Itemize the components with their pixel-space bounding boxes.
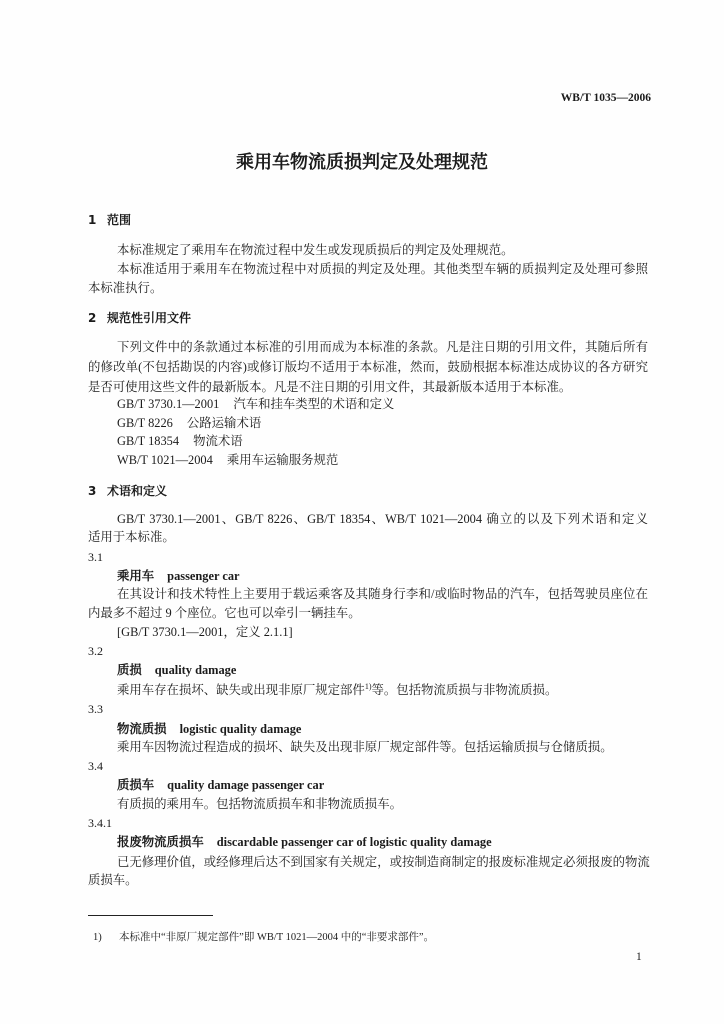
term-entry xyxy=(117,834,492,850)
references-paragraph-line-2: 的修改单(不包括勘误的内容)或修订版均不适用于本标准，然而，鼓励根据本标准达成协议的各方研究 xyxy=(88,360,648,374)
term-chinese: 乘用车 xyxy=(117,568,155,583)
terms-paragraph-line-1: GB/T 3730.1—2001、GB/T 8226、GB/T 18354、WB/T 1021—2004 确立的以及下列术语和定义 xyxy=(117,512,648,526)
term-entry xyxy=(117,662,236,678)
references-paragraph-line-1: 下列文件中的条款通过本标准的引用而成为本标准的条款。凡是注日期的引用文件，其随后所有 xyxy=(117,340,648,354)
clause-number: 3.1 xyxy=(88,550,103,564)
section-heading-scope xyxy=(88,212,131,228)
reference-code: GB/T 8226 xyxy=(117,416,173,430)
scope-paragraph-1-line-1: 本标准规定了乘用车在物流过程中发生或发现质损后的判定及处理规范。 xyxy=(117,243,514,257)
definition-text: 乘用车存在损坏、缺失或出现非原厂规定部件 xyxy=(117,683,365,697)
reference-title: 物流术语 xyxy=(193,434,243,448)
section-title: 范围 xyxy=(107,213,132,227)
scope-paragraph-2-line-1: 本标准适用于乘用车在物流过程中对质损的判定及处理。其他类型车辆的质损判定及处理可参照 xyxy=(117,262,648,276)
reference-title: 公路运输术语 xyxy=(186,416,262,430)
reference-title: 乘用车运输服务规范 xyxy=(226,453,339,467)
reference-item xyxy=(117,452,338,468)
section-heading-normative-references xyxy=(88,310,191,326)
footnote xyxy=(93,931,434,945)
term-english: passenger car xyxy=(167,569,240,583)
footnote-separator xyxy=(88,915,213,916)
footnote-text: 本标准中“非原厂规定部件”即 WB/T 1021—2004 中的“非要求部件”。 xyxy=(119,932,435,943)
definition-text: 等。包括物流质损与非物流质损。 xyxy=(371,683,558,697)
term-definition-line-1: 在其设计和技术特性上主要用于载运乘客及其随身行李和/或临时物品的汽车，包括驾驶员座位在 xyxy=(117,587,648,601)
term-entry xyxy=(117,568,240,584)
references-paragraph-line-3: 是否可使用这些文件的最新版本。凡是不注日期的引用文件，其最新版本适用于本标准。 xyxy=(88,380,572,394)
term-definition-line-1 xyxy=(117,682,557,698)
reference-item xyxy=(117,433,243,449)
clause-number: 3.2 xyxy=(88,644,103,658)
reference-code: GB/T 3730.1—2001 xyxy=(117,397,220,411)
footnote-mark: 1) xyxy=(93,932,102,943)
reference-code: WB/T 1021—2004 xyxy=(117,453,213,467)
reference-item xyxy=(117,415,261,431)
term-definition-line-1: 已无修理价值，或经修理后达不到国家有关规定，或按制造商制定的报废标准规定必须报废的物流 xyxy=(117,855,650,869)
term-chinese: 报废物流质损车 xyxy=(117,834,204,849)
term-english: discardable passenger car of logistic quality damage xyxy=(216,835,492,849)
footnote-reference: 1) xyxy=(364,682,372,691)
scope-paragraph-2-line-2: 本标准执行。 xyxy=(88,281,163,295)
term-entry xyxy=(117,721,301,737)
term-english: quality damage passenger car xyxy=(167,778,325,792)
clause-number: 3.4.1 xyxy=(88,816,112,830)
term-chinese: 物流质损 xyxy=(117,721,167,736)
term-definition-line-2: 内最多不超过 9 个座位。它也可以牵引一辆挂车。 xyxy=(88,606,361,620)
document-title: 乘用车物流质损判定及处理规范 xyxy=(236,152,488,173)
reference-item xyxy=(117,396,394,412)
term-entry xyxy=(117,777,324,793)
term-definition-line-1: 乘用车因物流过程造成的损坏、缺失及出现非原厂规定部件等。包括运输质损与仓储质损。 xyxy=(117,740,613,754)
term-source: [GB/T 3730.1—2001，定义 2.1.1] xyxy=(117,625,293,639)
term-definition-line-2: 质损车。 xyxy=(88,873,138,887)
reference-title: 汽车和挂车类型的术语和定义 xyxy=(233,397,395,411)
section-number: 1 xyxy=(88,213,97,227)
term-english: logistic quality damage xyxy=(179,722,302,736)
page-number: 1 xyxy=(636,951,642,963)
term-definition-line-1: 有质损的乘用车。包括物流质损车和非物流质损车。 xyxy=(117,797,402,811)
section-number: 3 xyxy=(88,484,97,498)
term-chinese: 质损 xyxy=(117,662,142,677)
clause-number: 3.3 xyxy=(88,702,103,716)
section-title: 规范性引用文件 xyxy=(107,311,192,325)
section-title: 术语和定义 xyxy=(107,484,168,498)
terms-paragraph-line-2: 适用于本标准。 xyxy=(88,530,175,544)
reference-code: GB/T 18354 xyxy=(117,434,180,448)
section-number: 2 xyxy=(88,311,97,325)
section-heading-terms-and-definitions xyxy=(88,483,167,499)
standard-code-header: WB/T 1035—2006 xyxy=(560,92,651,104)
term-chinese: 质损车 xyxy=(117,777,155,792)
term-english: quality damage xyxy=(154,663,237,677)
clause-number: 3.4 xyxy=(88,759,103,773)
